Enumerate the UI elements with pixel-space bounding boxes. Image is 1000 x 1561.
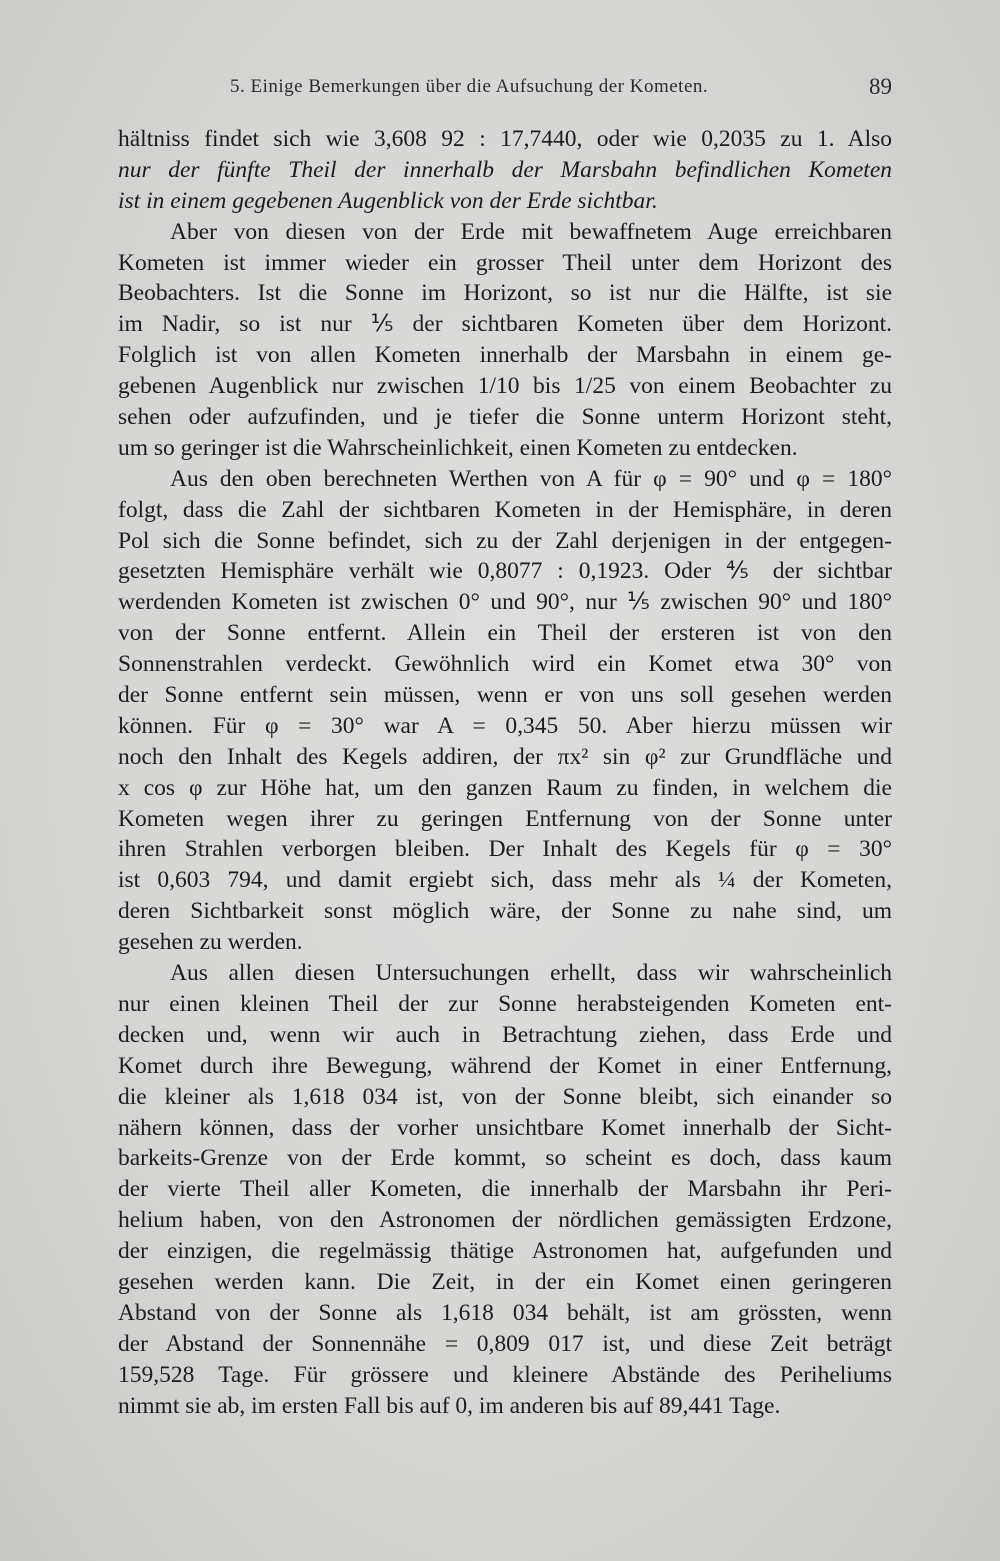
text-line: Aber von diesen von der Erde mit bewaffnetem Auge erreichbaren (170, 218, 892, 245)
text-line: helium haben, von den Astronomen der nördlichen gemässigten Erdzone, (118, 1207, 892, 1234)
text-line: ist 0,603 794, und damit ergiebt sich, dass mehr als ¼ der Kometen, (118, 867, 892, 894)
text-line: hältniss findet sich wie 3,608 92 : 17,7440, oder wie 0,2035 zu 1. Also (118, 126, 892, 152)
text-line: sehen oder aufzufinden, und je tiefer die Sonne unterm Horizont steht, (118, 404, 892, 431)
text-line: x cos φ zur Höhe hat, um den ganzen Raum zu finden, in welchem die (118, 774, 892, 801)
text-line: können. Für φ = 30° war A = 0,345 50. Aber hierzu müssen wir (118, 712, 892, 739)
text-line: der vierte Theil aller Kometen, die innerhalb der Marsbahn ihr Peri- (118, 1176, 892, 1203)
text-line: Kometen wegen ihrer zu geringen Entfernung von der Sonne unter (118, 805, 892, 832)
text-line: von der Sonne entfernt. Allein ein Theil der ersteren ist von den (118, 620, 892, 647)
text-line: Kometen ist immer wieder ein grosser Theil unter dem Horizont des (118, 249, 892, 276)
text-line: decken und, wenn wir auch in Betrachtung ziehen, dass Erde und (118, 1021, 892, 1048)
text-line: nimmt sie ab, im ersten Fall bis auf 0, im anderen bis auf 89,441 Tage. (118, 1392, 781, 1419)
body-text (118, 124, 892, 1421)
text-line: nur der fünfte Theil der innerhalb der Marsbahn befindlichen Kometen (118, 156, 892, 183)
text-line: 159,528 Tage. Für grössere und kleinere Abstände des Periheliums (118, 1361, 892, 1388)
text-line: gesehen zu werden. (118, 929, 303, 956)
text-line: ist in einem gegebenen Augenblick von der Erde sichtbar. (118, 187, 658, 214)
text-line: nähern können, dass der vorher unsichtbare Komet innerhalb der Sicht- (118, 1114, 892, 1141)
text-line: folgt, dass die Zahl der sichtbaren Kometen in der Hemisphäre, in deren (118, 496, 892, 523)
text-line: Aus den oben berechneten Werthen von A für φ = 90° und φ = 180° (170, 465, 892, 492)
text-line: Komet durch ihre Bewegung, während der Komet in einer Entfernung, (118, 1052, 892, 1079)
text-line: der Abstand der Sonnennähe = 0,809 017 ist, und diese Zeit beträgt (118, 1330, 892, 1357)
text-line: um so geringer ist die Wahrscheinlichkeit, einen Kometen zu entdecken. (118, 434, 798, 461)
text-line: Beobachters. Ist die Sonne im Horizont, so ist nur die Hälfte, ist sie (118, 280, 892, 307)
text-line: gebenen Augenblick nur zwischen 1/10 bis 1/25 von einem Beobachter zu (118, 373, 892, 400)
text-line: Abstand von der Sonne als 1,618 034 behält, ist am grössten, wenn (118, 1299, 892, 1326)
text-line: gesehen werden kann. Die Zeit, in der ein Komet einen geringeren (118, 1268, 892, 1295)
text-line: Folglich ist von allen Kometen innerhalb der Marsbahn in einem ge- (118, 342, 892, 369)
text-line: Aus allen diesen Untersuchungen erhellt, dass wir wahrscheinlich (170, 960, 892, 987)
running-head (118, 72, 892, 106)
text-line: gesetzten Hemisphäre verhält wie 0,8077 : 0,1923. Oder ⅘ der sichtbar (118, 558, 892, 585)
text-line: die kleiner als 1,618 034 ist, von der Sonne bleibt, sich einander so (118, 1083, 892, 1110)
page-number: 89 (869, 74, 892, 99)
text-line: barkeits-Grenze von der Erde kommt, so scheint es doch, dass kaum (118, 1145, 892, 1172)
text-line: nur einen kleinen Theil der zur Sonne herabsteigenden Kometen ent- (118, 990, 892, 1017)
text-line: deren Sichtbarkeit sonst möglich wäre, der Sonne zu nahe sind, um (118, 898, 892, 925)
text-line: der einzigen, die regelmässig thätige Astronomen hat, aufgefunden und (118, 1238, 892, 1265)
text-line: ihren Strahlen verborgen bleiben. Der Inhalt des Kegels für φ = 30° (118, 836, 892, 863)
text-line: noch den Inhalt des Kegels addiren, der πx² sin φ² zur Grundfläche und (118, 743, 892, 770)
text-line: Pol sich die Sonne befindet, sich zu der Zahl derjenigen in der entgegen- (118, 527, 892, 554)
running-title: 5. Einige Bemerkungen über die Aufsuchung der Kometen. (230, 76, 709, 97)
text-line: Sonnenstrahlen verdeckt. Gewöhnlich wird ein Komet etwa 30° von (118, 651, 892, 678)
text-line: werdenden Kometen ist zwischen 0° und 90°, nur ⅕ zwischen 90° und 180° (118, 589, 892, 616)
text-line: im Nadir, so ist nur ⅕ der sichtbaren Kometen über dem Horizont. (118, 311, 892, 338)
text-line: der Sonne entfernt sein müssen, wenn er von uns soll gesehen werden (118, 682, 892, 709)
